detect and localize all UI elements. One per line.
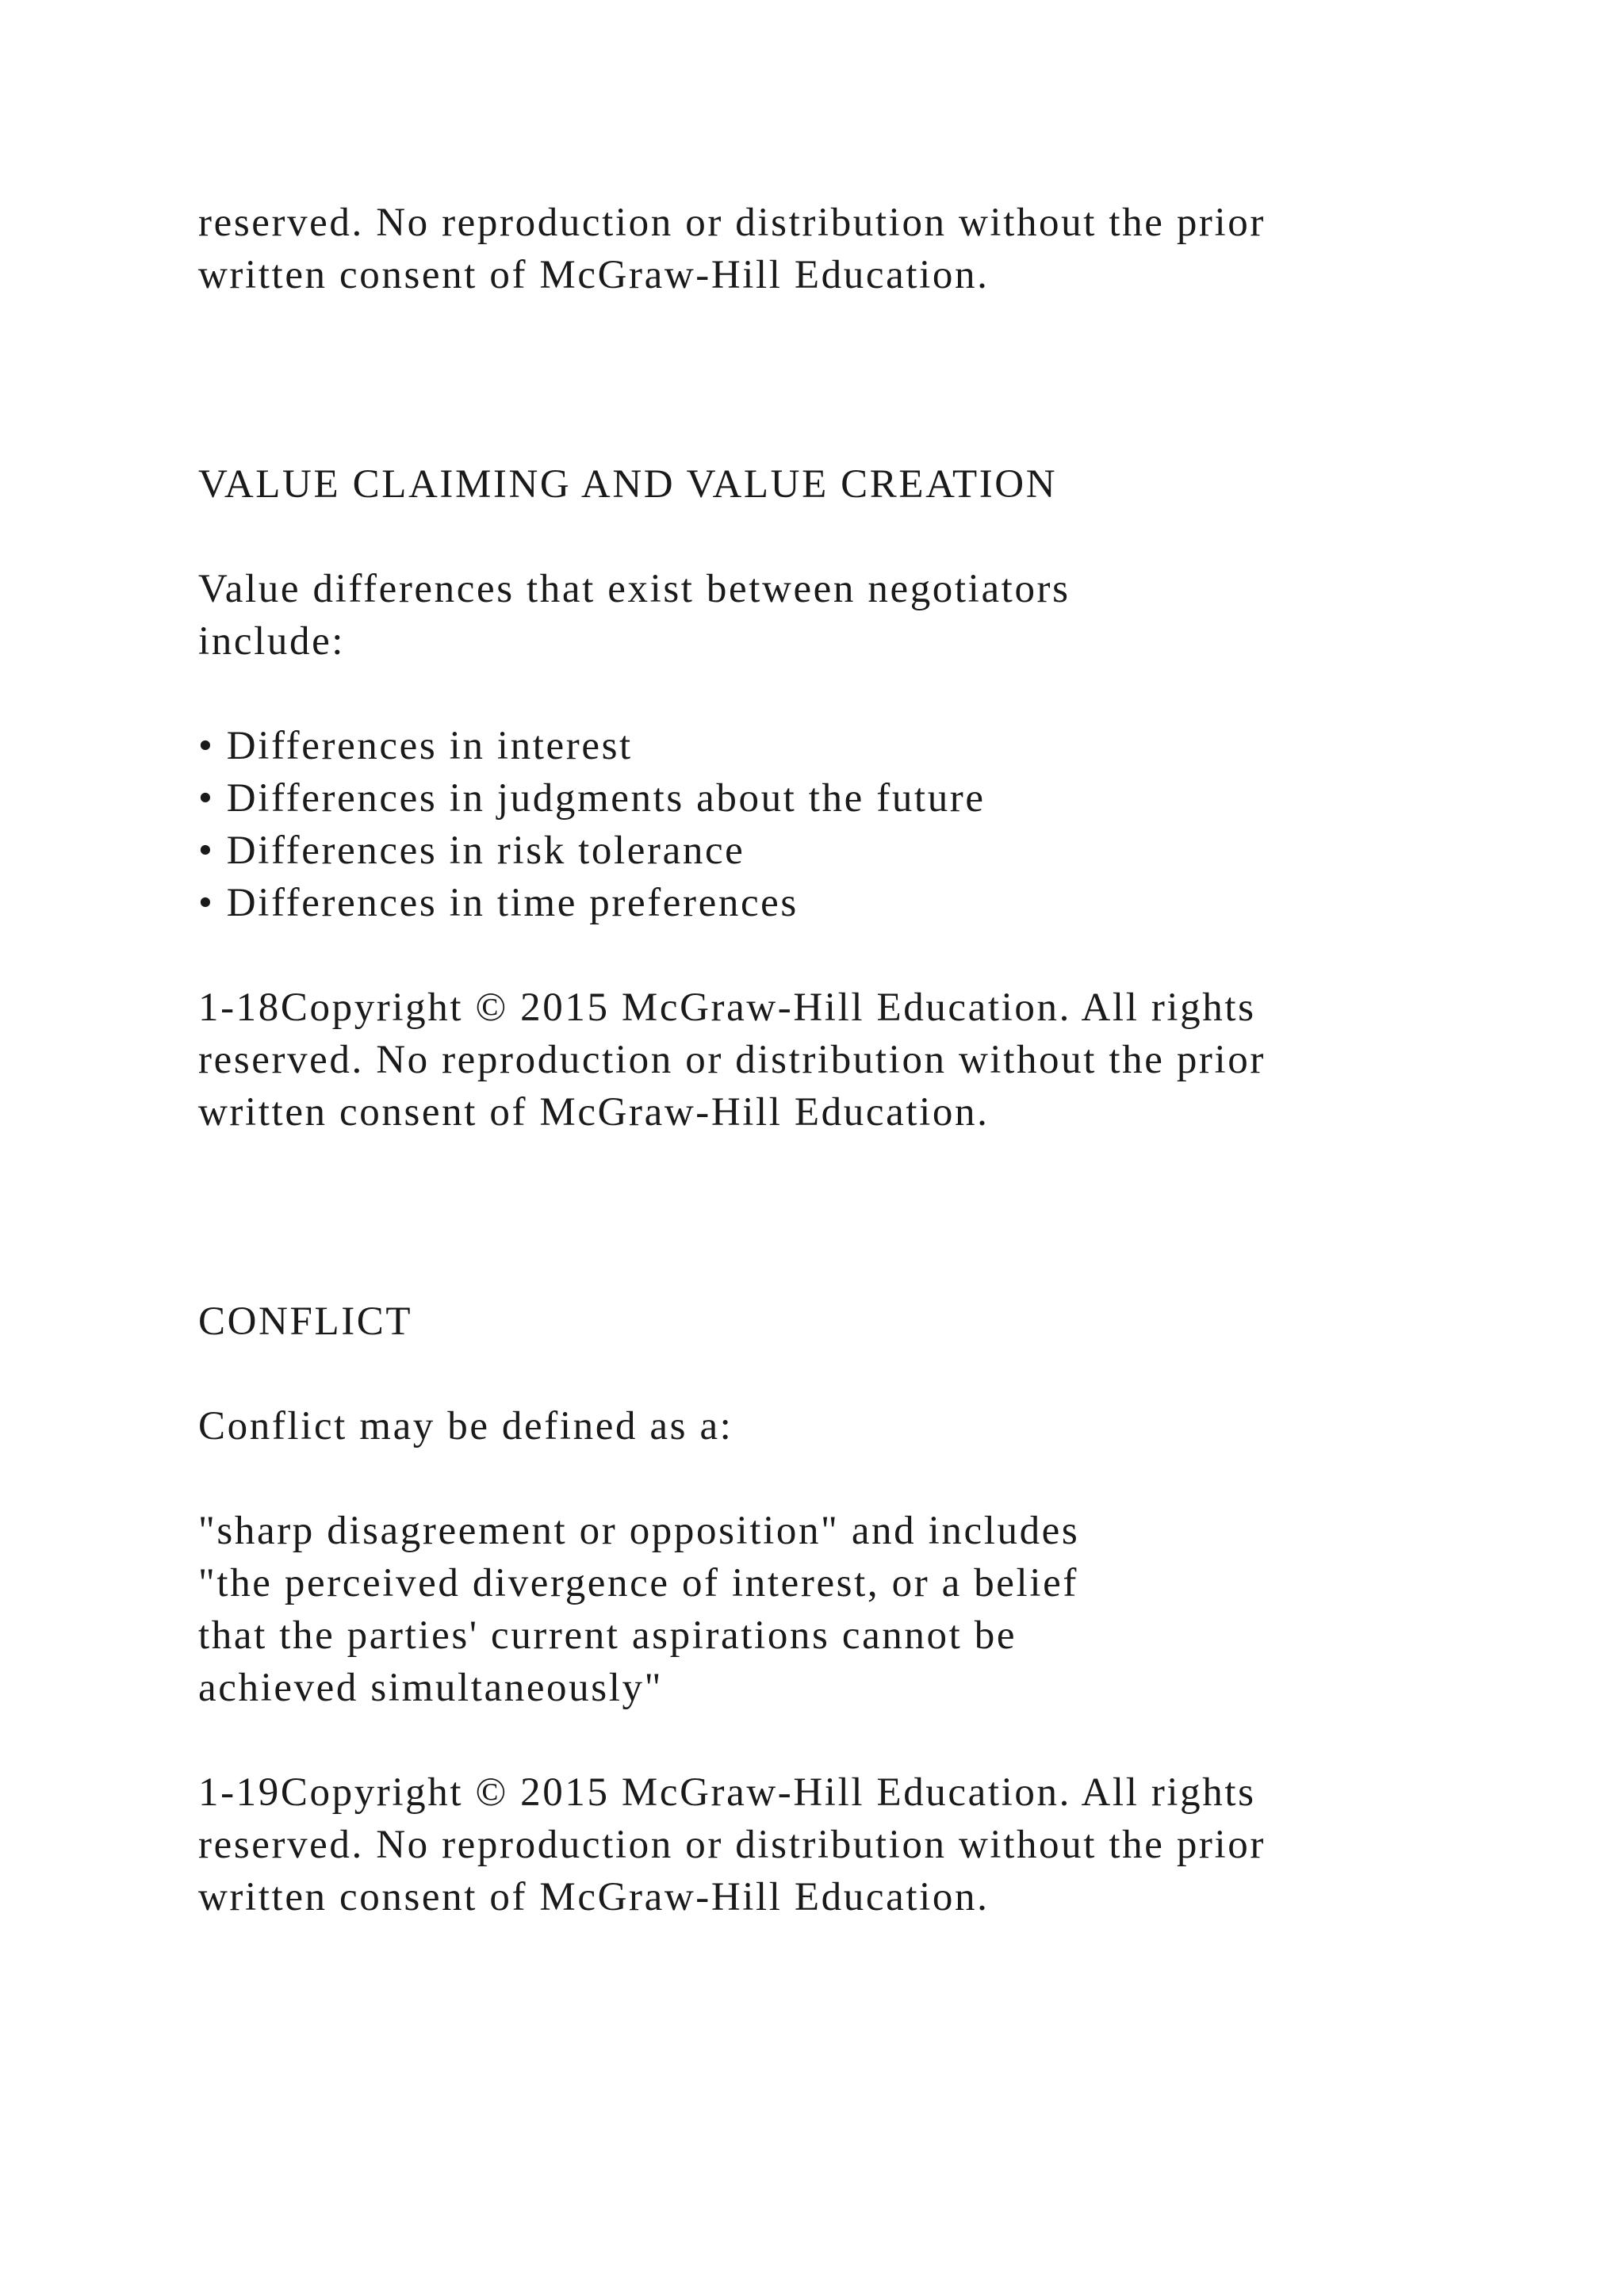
quote-line: achieved simultaneously" [198, 1666, 663, 1710]
intro-paragraph-line: Value differences that exist between negotiators [198, 567, 1071, 611]
slide-copyright-line: 1-18Copyright © 2015 McGraw-Hill Education. All rights [198, 985, 1256, 1030]
intro-paragraph-line: Conflict may be defined as a: [198, 1404, 733, 1448]
slide-copyright-line: reserved. No reproduction or distribution without the prior [198, 1038, 1266, 1082]
bullet-item: • Differences in judgments about the future [198, 776, 986, 821]
section-heading-conflict: CONFLICT [198, 1299, 413, 1344]
intro-paragraph-line: include: [198, 619, 346, 664]
slide-copyright-line: written consent of McGraw-Hill Education. [198, 1875, 990, 1919]
quote-line: that the parties' current aspirations cannot be [198, 1613, 1017, 1658]
bullet-item: • Differences in time preferences [198, 881, 799, 925]
quote-line: "the perceived divergence of interest, or a belief [198, 1561, 1078, 1605]
slide-copyright-line: written consent of McGraw-Hill Education. [198, 1090, 990, 1135]
section-heading-value: VALUE CLAIMING AND VALUE CREATION [198, 462, 1058, 507]
bullet-item: • Differences in risk tolerance [198, 828, 745, 873]
bullet-item: • Differences in interest [198, 724, 633, 768]
slide-copyright-line: 1-19Copyright © 2015 McGraw-Hill Education. All rights [198, 1770, 1256, 1815]
quote-line: "sharp disagreement or opposition" and includes [198, 1509, 1080, 1553]
slide-copyright-line: reserved. No reproduction or distribution without the prior [198, 1823, 1266, 1867]
copyright-continuation-line: written consent of McGraw-Hill Education. [198, 253, 990, 297]
copyright-continuation-line: reserved. No reproduction or distribution without the prior [198, 201, 1266, 245]
